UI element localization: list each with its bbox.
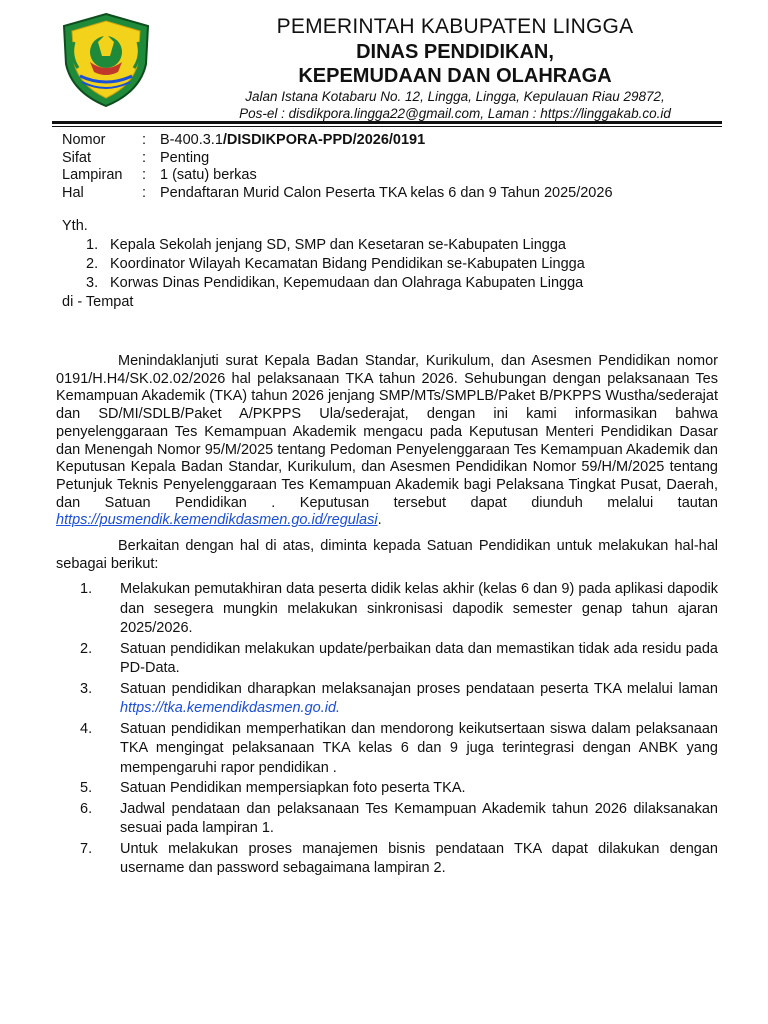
recipient-number: 3. xyxy=(86,275,99,291)
recipient-text: Koordinator Wilayah Kecamatan Bidang Pendidikan se-Kabupaten Lingga xyxy=(110,256,585,272)
meta-colon: : xyxy=(142,132,147,148)
instruction-item xyxy=(80,779,718,799)
paragraph-regulation-reference xyxy=(56,353,718,530)
instruction-text: Satuan pendidikan memperhatikan dan mendorong keikutsertaan siswa dalam pelaksanaan TKA mengingat pelaksanaan TKA kelas 6 dan 9 juga terintegrasi dengan ANBK yang mempengaruhi rapor pendidikan . xyxy=(120,720,718,776)
recipient-text: Kepala Sekolah jenjang SD, SMP dan Kesetaran se-Kabupaten Lingga xyxy=(110,237,566,253)
meta-colon: : xyxy=(142,184,147,201)
meta-colon: : xyxy=(142,167,147,183)
meta-value: 1 (satu) berkas xyxy=(160,167,257,183)
meta-row-sifat xyxy=(62,150,613,168)
recipient-number: 2. xyxy=(86,256,99,272)
paragraph-end: . xyxy=(377,512,382,529)
recipient-item xyxy=(86,255,585,274)
instruction-text: Melakukan pemutakhiran data peserta didik kelas akhir (kelas 6 dan 9) pada aplikasi dapodik dan sesegera mungkin melakukan sinkronisasi dapodik semester genap tahun ajaran 2025/2026. xyxy=(120,581,718,636)
regency-emblem-logo xyxy=(60,12,152,108)
instructions-list xyxy=(80,580,718,880)
letterhead-government: PEMERINTAH KABUPATEN LINGGA xyxy=(276,15,634,38)
instruction-item xyxy=(80,720,718,779)
letterhead-address: Jalan Istana Kotabaru No. 12, Lingga, Lingga, Kepulauan Riau 29872, xyxy=(245,89,665,104)
instruction-text-with-link xyxy=(120,680,718,719)
instruction-text: Untuk melakukan proses manajemen bisnis pendataan TKA dapat dilakukan dengan username dan password sebagaimana lampiran 2. xyxy=(120,840,718,876)
instruction-number: 1. xyxy=(80,581,93,597)
instruction-number: 4. xyxy=(80,720,93,737)
instruction-text: Satuan pendidikan dharapkan melaksanajan proses pendataan peserta TKA melalui laman xyxy=(120,680,718,697)
meta-row-hal xyxy=(62,185,613,203)
instruction-item xyxy=(80,840,718,879)
instruction-item xyxy=(80,680,718,719)
letterhead xyxy=(160,14,750,122)
letter-metadata xyxy=(62,132,613,202)
meta-row-lampiran xyxy=(62,167,613,185)
recipient-item xyxy=(86,274,585,293)
letterhead-contact: Pos-el : disdikpora.lingga22@gmail.com, Laman : https://linggakab.co.id xyxy=(239,106,671,121)
paragraph-text: Menindaklanjuti surat Kepala Badan Standar, Kurikulum, dan Asesmen Pendidikan nomor 0191/H.H4/SK.02.02/2026 hal pelaksanaan TKA tahun 2026. Sehubungan dengan pelaksanaan Tes Kemampuan Akademik (TKA) tahun 2026 jenjang SMP/MTs/SMPLB/Paket B/PKPPS Wustha/sederajat dan SD/MI/SDLB/Paket A/PKPPS Ula/sederajat, dengan ini kami informasikan bahwa penyelenggaraan Tes Kemampuan Akademik mengacu pada Keputusan Menteri Pendidikan Dasar dan Menengah Nomor 95/M/2025 tentang Pedoman Penyelenggaraan Tes Kemampuan Akademik dan Keputusan Kepala Badan Standar, Kurikulum, dan Asesmen Pendidikan Nomor 59/H/M/2025 tentang Petunjuk Teknis Penyelenggaraan Tes Kemampuan Akademik bagi Pelaksana Tingkat Pusat, Daerah, dan Satuan Pendidikan . Keputusan tersebut dapat diunduh melalui tautan xyxy=(56,353,718,511)
letterhead-department-sub: KEPEMUDAAN DAN OLAHRAGA xyxy=(298,65,612,87)
instruction-number: 2. xyxy=(80,640,93,657)
letter-number-code: /DISDIKPORA-PPD/2026/0191 xyxy=(222,132,426,148)
instruction-item xyxy=(80,800,718,839)
recipient-place: di - Tempat xyxy=(62,294,134,310)
instruction-item xyxy=(80,640,718,679)
letterhead-department: DINAS PENDIDIKAN, xyxy=(356,41,554,63)
meta-value: Penting xyxy=(160,149,210,166)
recipients-list xyxy=(62,236,585,293)
meta-label: Lampiran xyxy=(62,167,123,183)
recipient-item xyxy=(86,236,585,255)
instruction-number: 7. xyxy=(80,840,93,857)
letterhead-thick-rule xyxy=(52,121,722,124)
recipient-text: Korwas Dinas Pendidikan, Kepemudaan dan Olahraga Kabupaten Lingga xyxy=(110,275,584,291)
meta-value xyxy=(160,132,425,150)
letter-number-prefix: B-400.3.1 xyxy=(160,132,223,148)
meta-label: Sifat xyxy=(62,149,92,166)
instruction-text: Satuan pendidikan melakukan update/perbaikan data dan memastikan tidak ada residu pada PD-Data. xyxy=(120,640,718,676)
instruction-number: 5. xyxy=(80,780,93,796)
paragraph-instructions-intro: Berkaitan dengan hal di atas, diminta kepada Satuan Pendidikan untuk melakukan hal-hal sebagai berikut: xyxy=(56,538,718,572)
tka-portal-link[interactable]: https://tka.kemendikdasmen.go.id. xyxy=(120,700,341,716)
meta-colon: : xyxy=(142,149,147,166)
instruction-number: 6. xyxy=(80,800,93,817)
instruction-text: Satuan Pendidikan mempersiapkan foto peserta TKA. xyxy=(120,780,466,796)
salutation: Yth. xyxy=(62,218,88,234)
letterhead-thin-rule xyxy=(52,126,722,127)
recipients-block xyxy=(62,217,585,312)
meta-label: Hal xyxy=(62,184,84,201)
instruction-item xyxy=(80,580,718,639)
meta-row-nomor xyxy=(62,132,613,150)
instruction-text: Jadwal pendataan dan pelaksanaan Tes Kemampuan Akademik tahun 2026 dilaksanakan sesuai pada lampiran 1. xyxy=(120,800,718,836)
meta-value: Pendaftaran Murid Calon Peserta TKA kelas 6 dan 9 Tahun 2025/2026 xyxy=(160,184,613,201)
meta-label: Nomor xyxy=(62,132,106,148)
instruction-number: 3. xyxy=(80,680,93,697)
regulation-download-link[interactable]: https://pusmendik.kemendikdasmen.go.id/regulasi xyxy=(56,512,378,529)
recipient-number: 1. xyxy=(86,237,99,253)
